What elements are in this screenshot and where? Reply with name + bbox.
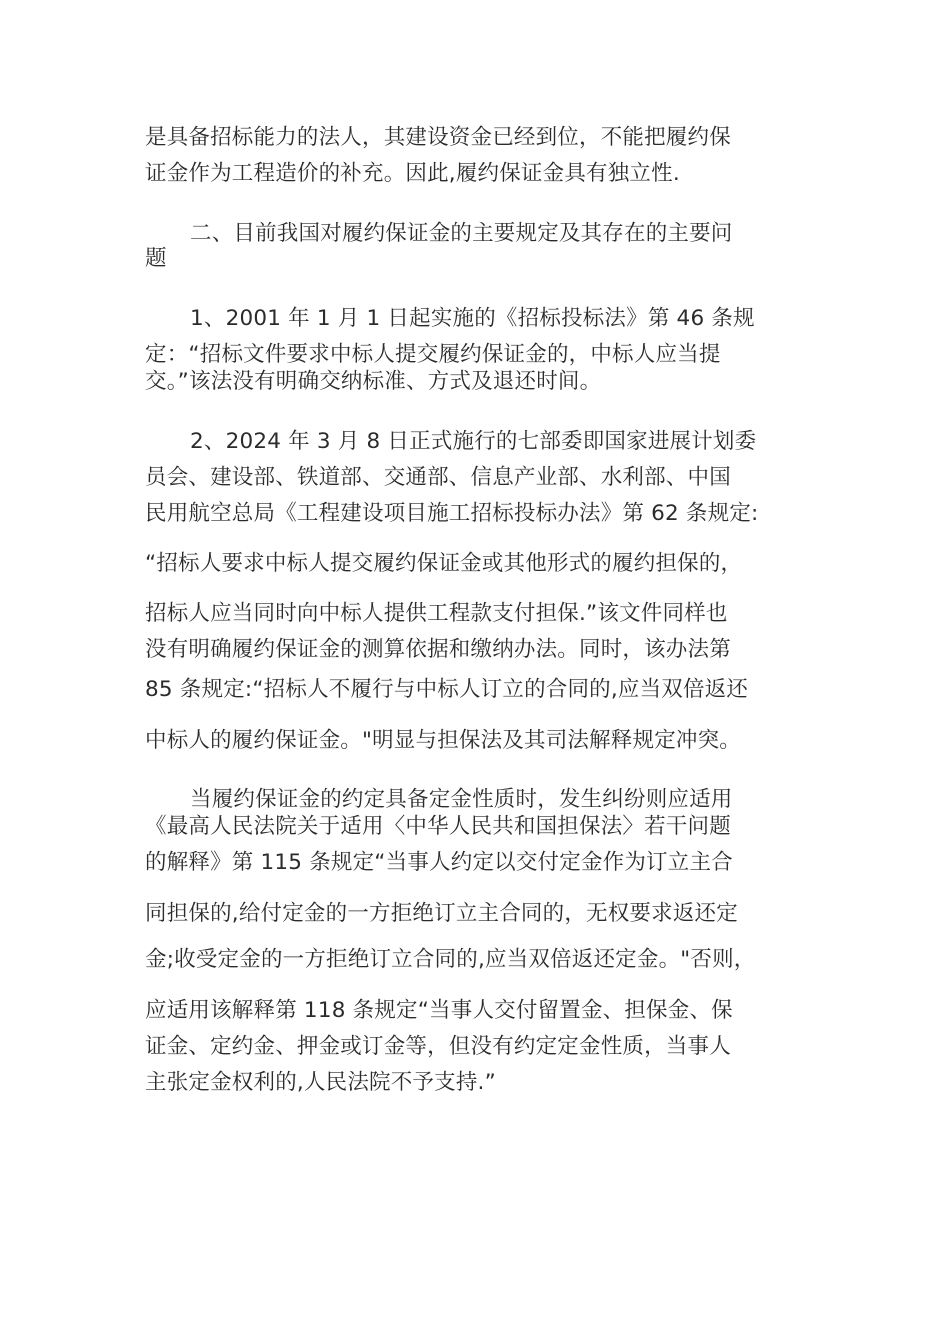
- section-heading-continued: 题: [145, 246, 167, 271]
- paragraph-line: 证金作为工程造价的补充。因此,履约保证金具有独立性.: [145, 161, 680, 186]
- paragraph-line: 主张定金权利的,人民法院不予支持.”: [145, 1070, 496, 1095]
- paragraph-line: 没有明确履约保证金的测算依据和缴纳办法。同时，该办法第: [145, 637, 731, 662]
- paragraph-line: 当履约保证金的约定具备定金性质时，发生纠纷则应适用: [190, 787, 733, 812]
- paragraph-line: 中标人的履约保证金。"明显与担保法及其司法解释规定冲突。: [145, 728, 741, 753]
- paragraph-line: 定：“招标文件要求中标人提交履约保证金的，中标人应当提: [145, 342, 721, 367]
- paragraph-line: 1、2001 年 1 月 1 日起实施的《招标投标法》第 46 条规: [190, 306, 755, 331]
- paragraph-line: 85 条规定:“招标人不履行与中标人订立的合同的,应当双倍返还: [145, 677, 749, 702]
- paragraph-line: “招标人要求中标人提交履约保证金或其他形式的履约担保的，: [145, 551, 743, 576]
- paragraph-line: 是具备招标能力的法人，其建设资金已经到位，不能把履约保: [145, 125, 731, 150]
- paragraph-line: 证金、定约金、押金或订金等，但没有约定定金性质，当事人: [145, 1034, 731, 1059]
- paragraph-line: 的解释》第 115 条规定“当事人约定以交付定金作为订立主合: [145, 850, 733, 875]
- paragraph-line: 2、2024 年 3 月 8 日正式施行的七部委即国家进展计划委: [190, 429, 757, 454]
- paragraph-line: 《最高人民法院关于适用〈中华人民共和国担保法〉若干问题: [145, 814, 731, 839]
- paragraph-line: 员会、建设部、铁道部、交通部、信息产业部、水利部、中国: [145, 465, 731, 490]
- paragraph-line: 民用航空总局《工程建设项目施工招标投标办法》第 62 条规定:: [145, 501, 759, 526]
- paragraph-line: 招标人应当同时向中标人提供工程款支付担保.”该文件同样也: [145, 601, 728, 626]
- paragraph-line: 交。”该法没有明确交纳标准、方式及退还时间。: [145, 369, 602, 394]
- section-heading: 二、目前我国对履约保证金的主要规定及其存在的主要问: [190, 221, 733, 246]
- paragraph-line: 同担保的,给付定金的一方拒绝订立主合同的，无权要求返还定: [145, 901, 738, 926]
- paragraph-line: 应适用该解释第 118 条规定“当事人交付留置金、担保金、保: [145, 998, 733, 1023]
- paragraph-line: 金;收受定金的一方拒绝订立合同的,应当双倍返还定金。"否则，: [145, 947, 756, 972]
